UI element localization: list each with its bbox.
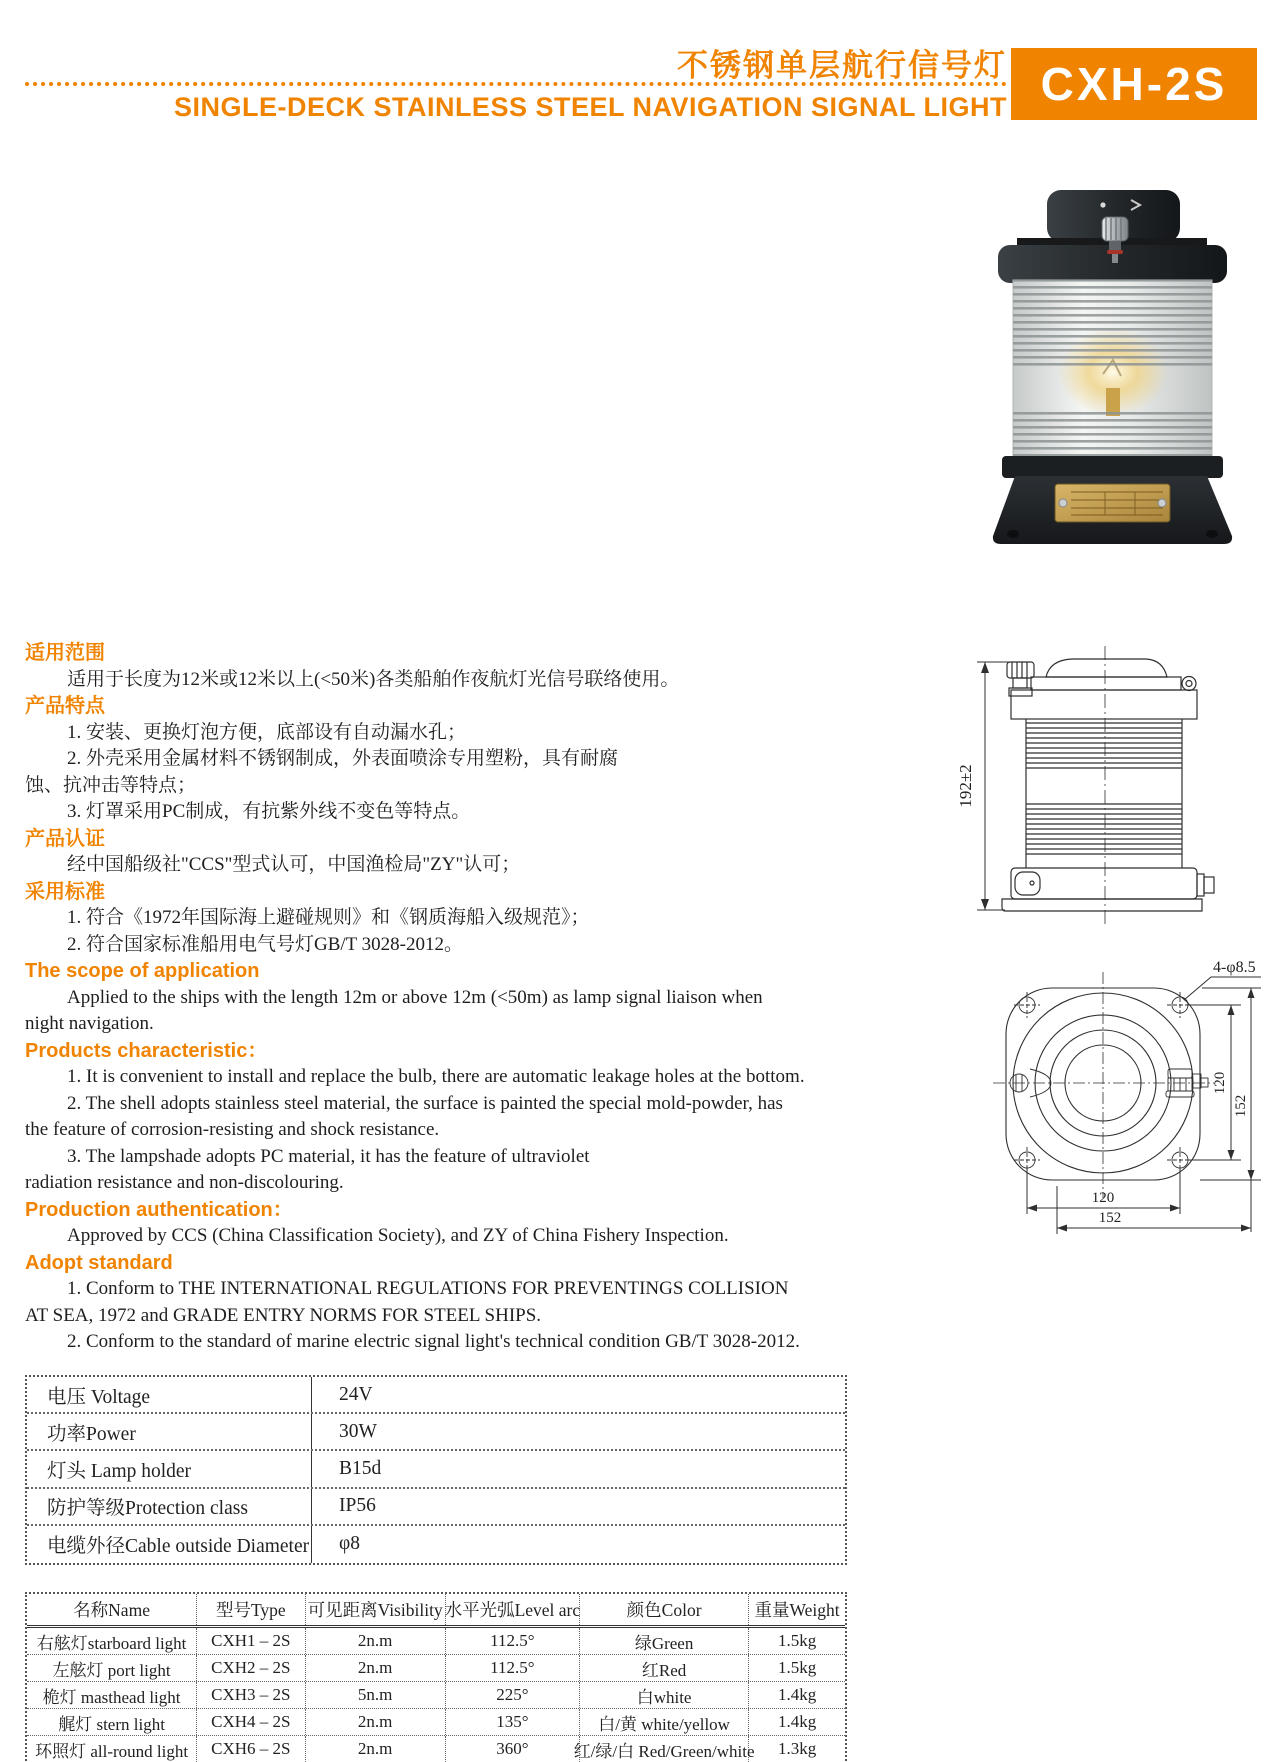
column-header: 名称Name (27, 1594, 197, 1625)
spec-value: 30W (339, 1420, 377, 1442)
spec-value: 24V (339, 1383, 373, 1405)
cell: CXH2 – 2S (197, 1655, 305, 1681)
dimension-label-152h: 152 (1098, 1210, 1122, 1226)
model-badge: CXH-2S (1011, 48, 1257, 120)
cell: 1.5kg (777, 1658, 817, 1677)
spec-value: φ8 (339, 1533, 361, 1555)
section-heading: 适用范围 (25, 642, 105, 664)
cell: 112.5° (446, 1628, 580, 1654)
cell: 135° (446, 1709, 580, 1735)
dimension-label-152v: 152 (1233, 1094, 1249, 1118)
text-line: 2. 外壳采用金属材料不锈钢制成，外表面喷涂专用塑粉，具有耐腐 (67, 748, 619, 769)
cell: 白/黄 white/yellow (580, 1709, 749, 1735)
text-line: radiation resistance and non-discolouring. (25, 1172, 344, 1193)
section-scope-zh (25, 640, 850, 693)
cell: 艉灯 stern light (27, 1709, 197, 1735)
column-header: 型号Type (197, 1594, 305, 1625)
column-header: 重量Weight (754, 1600, 840, 1620)
content-column (25, 640, 850, 1356)
spec-label: 电缆外径Cable outside Diameter (27, 1526, 312, 1563)
section-authentication-en (25, 1197, 850, 1250)
cell: 1.4kg (777, 1712, 817, 1731)
spec-label: 防护等级Protection class (27, 1489, 312, 1524)
text-line: 2. The shell adopts stainless steel material, the surface is painted the special mold-powder, has (67, 1092, 783, 1114)
text-line: the feature of corrosion-resisting and shock resistance. (25, 1119, 440, 1140)
cell: 360° (446, 1736, 580, 1762)
section-heading: 采用标准 (25, 880, 105, 903)
dimension-label-height: 192±2 (956, 764, 975, 808)
cell: 112.5° (446, 1655, 580, 1681)
cell: 2n.m (306, 1709, 446, 1735)
cell: 白white (580, 1682, 749, 1708)
dimension-label-120h: 120 (1091, 1190, 1115, 1206)
table-row (27, 1628, 845, 1655)
section-standard-zh (25, 879, 850, 959)
bottom-dimensions (1027, 1169, 1251, 1234)
spec-label: 电压 Voltage (27, 1377, 312, 1412)
text-line: 1. Conform to THE INTERNATIONAL REGULATIONS FOR PREVENTINGS COLLISION (67, 1278, 789, 1299)
cell: 1.4kg (777, 1685, 817, 1704)
text-line: Approved by CCS (China Classification Society), and ZY of China Fishery Inspection. (67, 1225, 729, 1246)
page-title-zh: 不锈钢单层航行信号灯 (677, 48, 1007, 83)
cell: 2n.m (306, 1655, 446, 1681)
text-line: 3. The lampshade adopts PC material, it has the feature of ultraviolet (67, 1145, 590, 1167)
column-header: 颜色Color (580, 1594, 749, 1625)
cell: 红Red (580, 1655, 749, 1681)
table-header-row (27, 1594, 845, 1628)
side-view-drawing (850, 580, 1283, 930)
table-row (27, 1414, 845, 1451)
section-heading: Adopt standard (25, 1251, 173, 1274)
column-header: 水平光弧Level arc (446, 1594, 580, 1625)
spec-value: IP56 (339, 1495, 376, 1517)
table-row (27, 1489, 845, 1526)
bottom-view-drawing (855, 950, 1283, 1250)
dimension-label-holes: 4-φ8.5 (1213, 959, 1256, 976)
column-header: 可见距离Visibility (306, 1594, 446, 1625)
text-line: 适用于长度为12米或12米以上(<50米)各类船舶作夜航灯光信号联络使用。 (67, 668, 680, 690)
table-row (27, 1377, 845, 1414)
spec-label: 功率Power (27, 1414, 312, 1449)
header-dotted-rule (25, 82, 1007, 86)
text-line: AT SEA, 1972 and GRADE ENTRY NORMS FOR STEEL SHIPS. (25, 1304, 542, 1326)
table-row (27, 1682, 845, 1709)
drawing-base (1002, 868, 1214, 911)
text-line: 经中国船级社"CCS"型式认可，中国渔检局"ZY"认可； (67, 854, 521, 875)
cell: 环照灯 all-round light (27, 1736, 197, 1762)
dimension-label-120v: 120 (1212, 1071, 1228, 1095)
section-certification-zh (25, 826, 850, 879)
spec-label: 灯头 Lamp holder (27, 1451, 312, 1486)
section-characteristic-en (25, 1038, 850, 1197)
lamp-glass (1013, 280, 1212, 476)
cell: 绿Green (580, 1628, 749, 1654)
cell: CXH1 – 2S (197, 1628, 305, 1654)
cell: 1.5kg (777, 1631, 817, 1650)
cell: 左舷灯 port light (27, 1655, 197, 1681)
section-heading: Products characteristic： (25, 1039, 268, 1062)
cell: 右舷灯starboard light (27, 1628, 197, 1654)
drawing-cap (1011, 659, 1197, 719)
lamp-base (993, 456, 1232, 544)
text-line: 蚀、抗冲击等特点； (25, 774, 197, 796)
height-dimension (956, 662, 1012, 910)
cell: CXH6 – 2S (197, 1736, 305, 1762)
section-features-zh (25, 693, 850, 826)
models-table (25, 1592, 847, 1762)
text-line: 1. 安装、更换灯泡方便，底部设有自动漏水孔； (67, 721, 467, 743)
text-line: 3. 灯罩采用PC制成，有抗紫外线不变色等特点。 (67, 801, 471, 822)
cell: 1.3kg (777, 1739, 817, 1758)
section-heading: Production authentication： (25, 1198, 293, 1221)
spec-table (25, 1375, 847, 1565)
cell: 红/绿/白 Red/Green/white (580, 1736, 749, 1762)
drawing-lens-ribs (1026, 719, 1182, 868)
table-row (27, 1526, 845, 1563)
cell: 2n.m (306, 1736, 446, 1762)
cell: 桅灯 masthead light (27, 1682, 197, 1708)
text-line: 2. Conform to the standard of marine electric signal light's technical condition GB/T 3028-2012. (67, 1331, 800, 1352)
section-heading: The scope of application (25, 960, 260, 982)
text-line: 1. 符合《1972年国际海上避碰规则》和《钢质海船入级规范》； (67, 907, 590, 928)
section-standard-en (25, 1250, 850, 1356)
cell: CXH4 – 2S (197, 1709, 305, 1735)
spec-value: B15d (339, 1457, 382, 1479)
table-row (27, 1709, 845, 1736)
text-line: 1. It is convenient to install and replace the bulb, there are automatic leakage holes at the bottom. (67, 1066, 805, 1087)
table-row (27, 1655, 845, 1682)
cell: CXH3 – 2S (197, 1682, 305, 1708)
text-line: 2. 符合国家标准船用电气号灯GB/T 3028-2012。 (67, 933, 464, 955)
table-row (27, 1736, 845, 1762)
text-line: night navigation. (25, 1013, 154, 1034)
table-row (27, 1451, 845, 1488)
page-title-en: SINGLE-DECK STAINLESS STEEL NAVIGATION SIGNAL LIGHT (173, 92, 1007, 122)
text-line: Applied to the ships with the length 12m or above 12m (<50m) as lamp signal liaison when (67, 986, 763, 1008)
section-heading: 产品特点 (25, 695, 105, 717)
cell: 5n.m (306, 1682, 446, 1708)
product-photo (985, 160, 1237, 545)
cell: 2n.m (306, 1628, 446, 1654)
section-heading: 产品认证 (25, 827, 105, 850)
cell: 225° (446, 1682, 580, 1708)
section-scope-en (25, 958, 850, 1038)
